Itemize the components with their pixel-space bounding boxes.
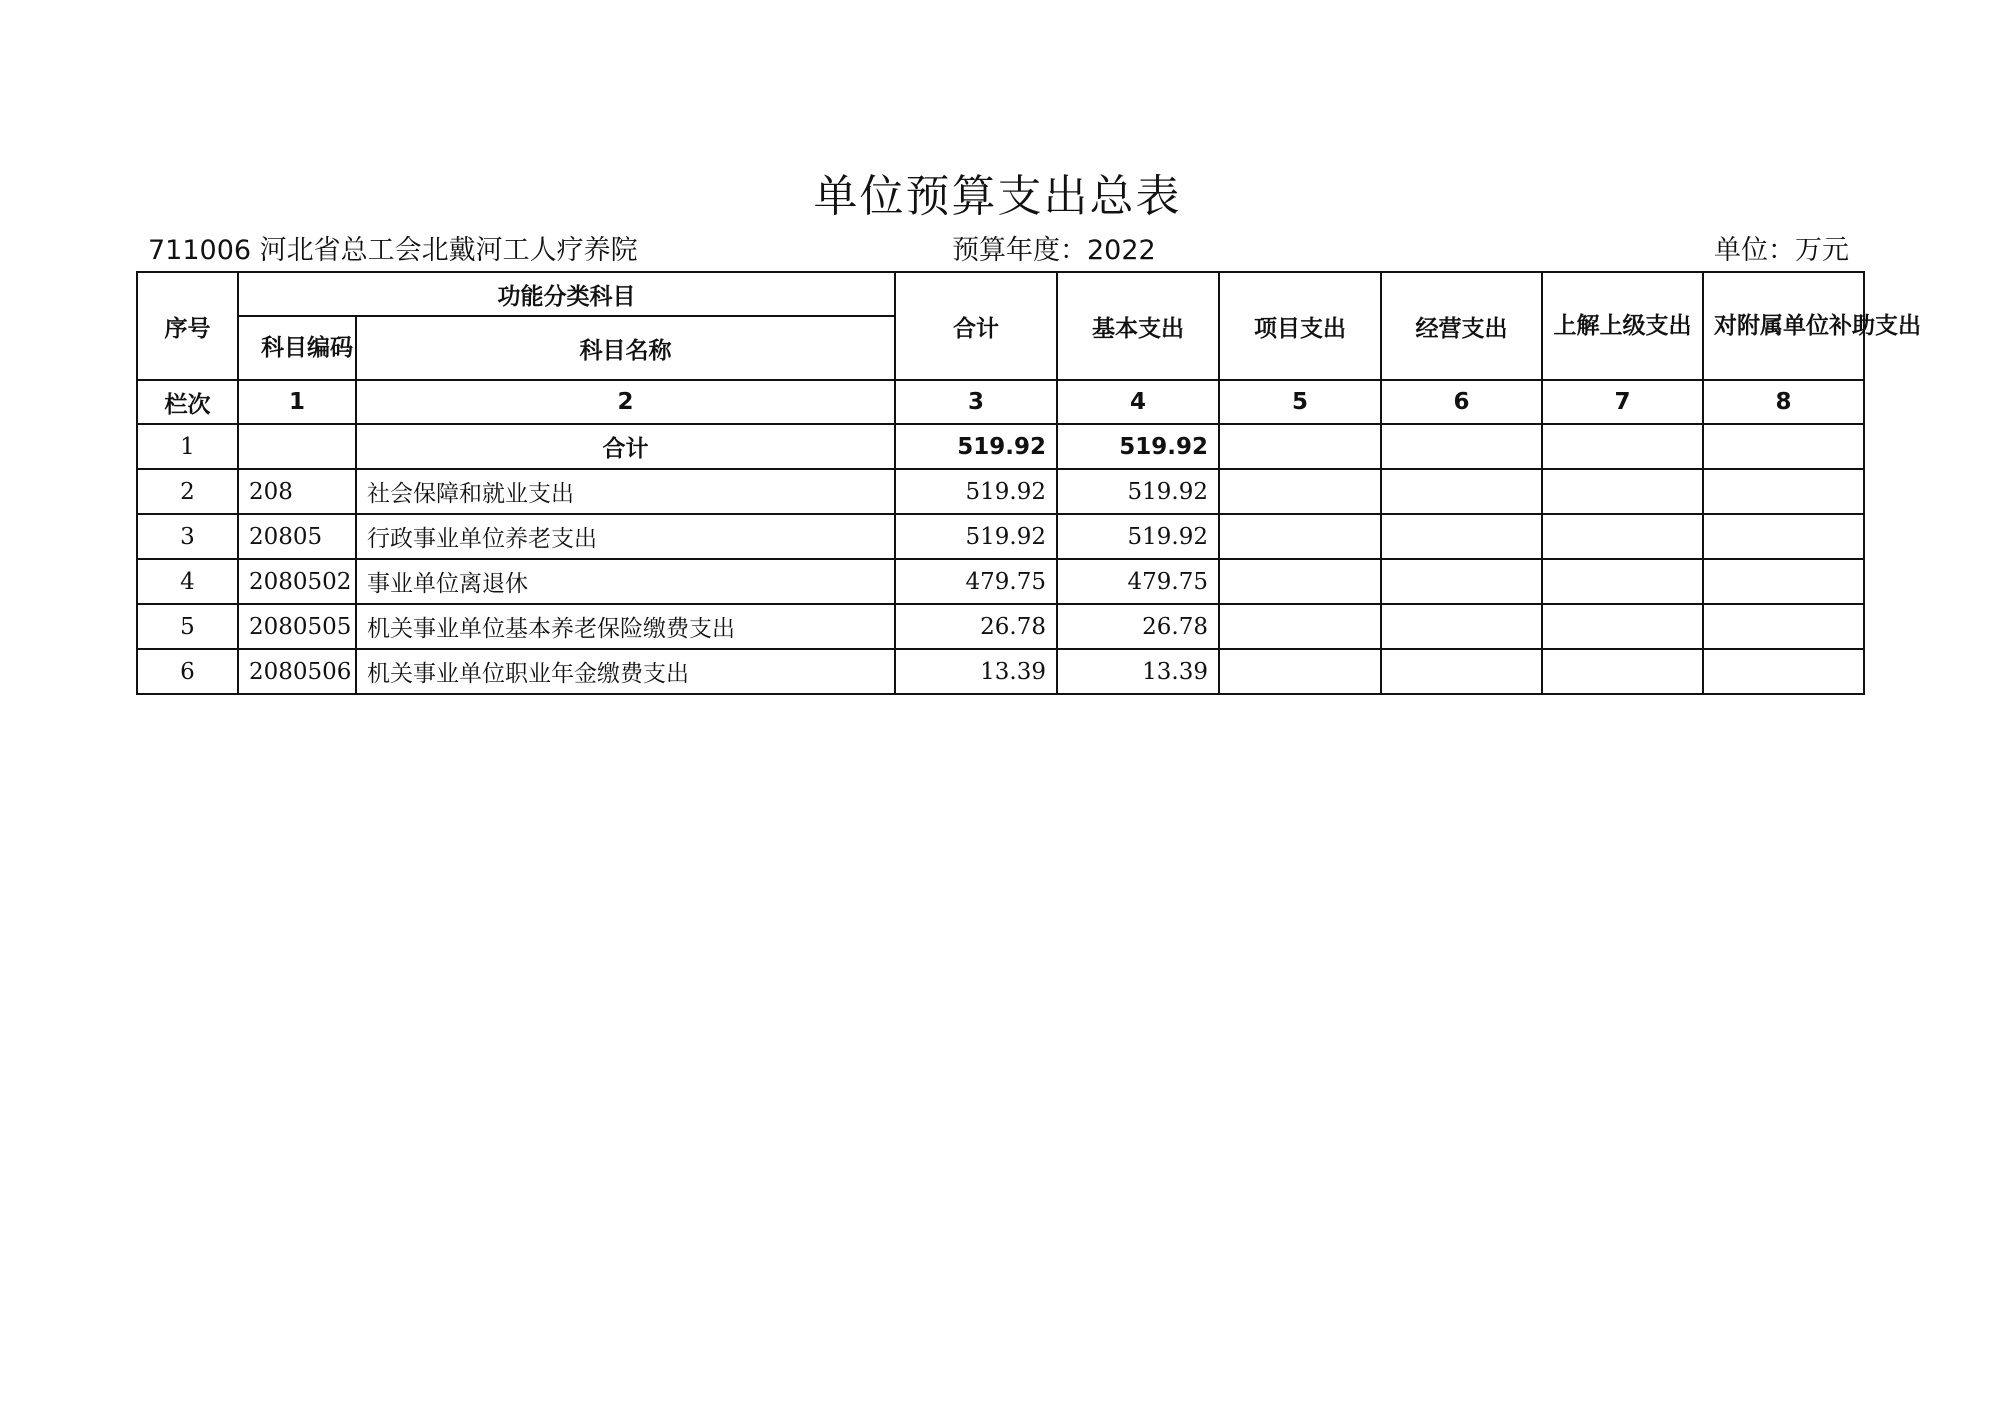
cell-subsidy	[1703, 469, 1864, 514]
index-cell: 7	[1542, 380, 1703, 424]
cell-name: 行政事业单位养老支出	[356, 514, 895, 559]
col-header-name: 科目名称	[356, 316, 895, 380]
table-row	[137, 604, 1864, 649]
index-row	[137, 380, 1864, 424]
col-header-code: 科目编码	[238, 316, 356, 380]
col-header-remit: 上解上级支出	[1542, 272, 1703, 380]
cell-subsidy	[1703, 424, 1864, 469]
cell-remit	[1542, 424, 1703, 469]
table-row-total	[137, 424, 1864, 469]
col-header-business: 经营支出	[1381, 272, 1542, 380]
col-header-total: 合计	[895, 272, 1057, 380]
cell-basic: 519.92	[1057, 424, 1219, 469]
index-cell: 5	[1219, 380, 1381, 424]
table-row	[137, 514, 1864, 559]
cell-name: 事业单位离退休	[356, 559, 895, 604]
cell-project	[1219, 559, 1381, 604]
index-cell: 4	[1057, 380, 1219, 424]
cell-total: 519.92	[895, 514, 1057, 559]
cell-project	[1219, 424, 1381, 469]
cell-seq: 4	[137, 559, 238, 604]
cell-code	[238, 424, 356, 469]
cell-project	[1219, 649, 1381, 694]
table-row	[137, 469, 1864, 514]
cell-name: 合计	[356, 424, 895, 469]
cell-basic: 26.78	[1057, 604, 1219, 649]
index-cell: 8	[1703, 380, 1864, 424]
col-header-func-group: 功能分类科目	[238, 272, 895, 316]
cell-business	[1381, 514, 1542, 559]
cell-remit	[1542, 469, 1703, 514]
cell-project	[1219, 604, 1381, 649]
cell-business	[1381, 469, 1542, 514]
cell-total: 26.78	[895, 604, 1057, 649]
col-header-subsidy: 对附属单位补助支出	[1703, 272, 1864, 380]
col-header-basic: 基本支出	[1057, 272, 1219, 380]
cell-business	[1381, 559, 1542, 604]
col-header-project: 项目支出	[1219, 272, 1381, 380]
cell-code: 20805	[238, 514, 356, 559]
cell-name: 社会保障和就业支出	[356, 469, 895, 514]
cell-total: 479.75	[895, 559, 1057, 604]
table-row	[137, 649, 1864, 694]
cell-code: 208	[238, 469, 356, 514]
cell-seq: 5	[137, 604, 238, 649]
cell-remit	[1542, 514, 1703, 559]
currency-unit: 单位：万元	[1714, 235, 1849, 266]
index-cell: 1	[238, 380, 356, 424]
cell-code: 2080502	[238, 559, 356, 604]
cell-business	[1381, 424, 1542, 469]
cell-total: 519.92	[895, 424, 1057, 469]
unit-name: 711006 河北省总工会北戴河工人疗养院	[148, 235, 638, 266]
cell-subsidy	[1703, 604, 1864, 649]
col-header-seq: 序号	[137, 272, 238, 380]
budget-table	[136, 271, 1921, 695]
cell-basic: 13.39	[1057, 649, 1219, 694]
cell-business	[1381, 649, 1542, 694]
cell-basic: 479.75	[1057, 559, 1219, 604]
budget-year: 预算年度：2022	[952, 235, 1156, 266]
cell-remit	[1542, 649, 1703, 694]
cell-remit	[1542, 604, 1703, 649]
cell-project	[1219, 469, 1381, 514]
cell-subsidy	[1703, 649, 1864, 694]
cell-name: 机关事业单位职业年金缴费支出	[356, 649, 895, 694]
cell-business	[1381, 604, 1542, 649]
cell-project	[1219, 514, 1381, 559]
cell-remit	[1542, 559, 1703, 604]
cell-seq: 3	[137, 514, 238, 559]
index-row-label: 栏次	[137, 380, 238, 424]
cell-subsidy	[1703, 559, 1864, 604]
cell-seq: 1	[137, 424, 238, 469]
cell-basic: 519.92	[1057, 514, 1219, 559]
cell-seq: 2	[137, 469, 238, 514]
cell-basic: 519.92	[1057, 469, 1219, 514]
cell-total: 519.92	[895, 469, 1057, 514]
table-row	[137, 559, 1864, 604]
cell-code: 2080506	[238, 649, 356, 694]
index-cell: 3	[895, 380, 1057, 424]
page-title: 单位预算支出总表	[813, 171, 1182, 222]
cell-code: 2080505	[238, 604, 356, 649]
index-cell: 6	[1381, 380, 1542, 424]
cell-name: 机关事业单位基本养老保险缴费支出	[356, 604, 895, 649]
header-row-1	[137, 272, 1864, 316]
cell-subsidy	[1703, 514, 1864, 559]
cell-total: 13.39	[895, 649, 1057, 694]
index-cell: 2	[356, 380, 895, 424]
cell-seq: 6	[137, 649, 238, 694]
